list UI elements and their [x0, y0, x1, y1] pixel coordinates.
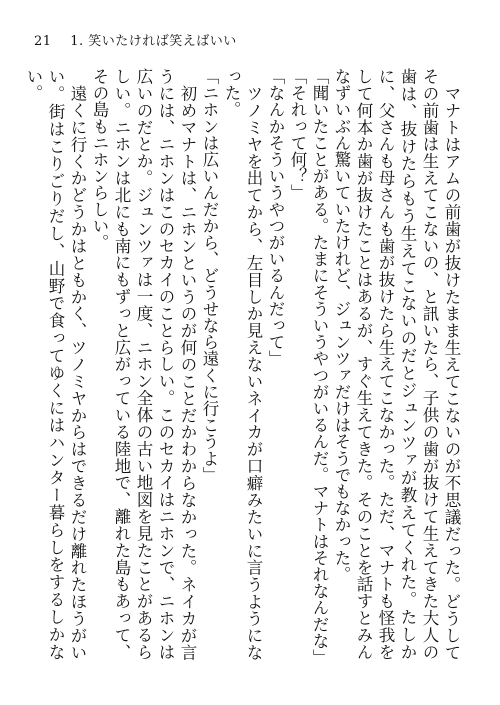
paragraph-dialogue: 「それって何？」 — [288, 68, 307, 201]
paragraph-dialogue: 「聞いたことがある。たまにそういうやつがいるんだ。マナトはそれなんだな」 — [310, 68, 329, 666]
chapter-title: 1. 笑いたければ笑えばいい — [70, 34, 237, 49]
page-number: 21 — [34, 34, 52, 49]
paragraph-dialogue: 「ニホンは広いんだから、どうせなら遠くに行こうよ」 — [200, 68, 219, 483]
paragraph: ツノミヤを出てから、左目しか見えないネイカが口癖みたいに言うようになった。 — [222, 68, 263, 660]
paragraph: マナトはアムの前歯が抜けたまま生えてこないのが不思議だった。どうしてその前歯は生えてこないの、と訊いたら、子供の歯が抜けて生えてきた大人の歯は、抜けたらもう生えてこないのだとジュンツァが教えてくれた。たしかに、父さんも母さんも歯が抜けたら生えてこなかった。ただ、マナトも怪我をして何本か歯が抜けたことはあるが、すぐ生えてきた。そのことを話すとみんなずいぶん驚いていたけれど、ジュンツァだけはそうでもなかった。 — [332, 68, 461, 660]
page-header — [34, 30, 237, 49]
paragraph: 遠くに行くかどうかはともかく、ツノミヤからはできるだけ離れたほうがいい。街はこりごりだし、山野で食ってゆくにはハンター暮らしをするしかない。 — [24, 68, 87, 660]
vertical-body-text — [24, 68, 462, 666]
paragraph-dialogue: 「なんかそういうやつがいるんだって」 — [266, 68, 285, 367]
paragraph: 初めマナトは、ニホンというのが何のことだかわからなかった。ネイカが言うには、ニホンはこのセカイのことらしい。このセカイはニホンで、ニホンは広いのだとか。ジュンツァは一度、ニホン全体の古い地図を見たことがあるらしい。ニホンは北にも南にもずっと広がっている陸地で、離れた島もあって、その島もニホンらしい。 — [90, 68, 197, 660]
